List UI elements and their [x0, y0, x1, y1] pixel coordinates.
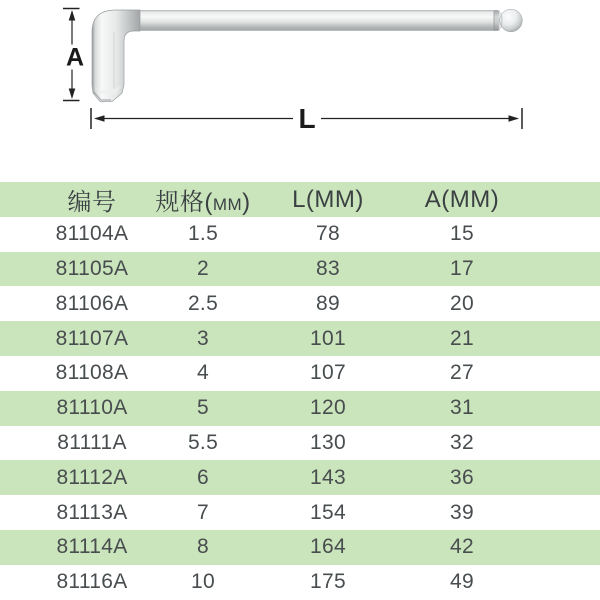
- spec-table: [0, 182, 600, 600]
- header-l-mm: [259, 186, 397, 214]
- cell-spec: 1.5: [187, 222, 219, 246]
- header-text: 编号: [67, 189, 117, 216]
- cell-a: 32: [450, 430, 474, 454]
- cell-l: 175: [310, 570, 346, 594]
- table-row: [0, 252, 600, 287]
- header-text: 规格(: [155, 189, 213, 216]
- cell-spec: 7: [197, 500, 209, 524]
- dimension-l: [91, 103, 522, 134]
- header-a-mm: [397, 186, 527, 214]
- header-spec: [147, 182, 259, 217]
- cell-a: 42: [450, 535, 474, 559]
- table-row: [0, 356, 600, 391]
- header-text: L(MM): [292, 185, 364, 213]
- cell-a: 39: [450, 500, 474, 524]
- table-header-row: [0, 182, 600, 217]
- ball-end: [494, 9, 522, 32]
- cell-spec: 2: [197, 256, 209, 280]
- cell-code: 81111A: [57, 430, 127, 454]
- dimension-l-label: L: [298, 103, 316, 134]
- table-row: [0, 426, 600, 461]
- hex-key-drawing-icon: [0, 0, 600, 170]
- spec-table-body: [0, 217, 600, 600]
- table-row: [0, 495, 600, 530]
- hex-key-diagram: [0, 0, 600, 170]
- cell-spec: 4: [197, 361, 209, 385]
- cell-l: 89: [316, 291, 340, 315]
- table-row: [0, 565, 600, 600]
- table-row: [0, 460, 600, 495]
- cell-a: 20: [450, 291, 474, 315]
- cell-spec: 2.5: [187, 291, 219, 315]
- table-row: [0, 217, 600, 252]
- cell-a: 31: [450, 396, 474, 420]
- cell-l: 154: [310, 500, 346, 524]
- dimension-a: [63, 9, 84, 101]
- cell-code: 81108A: [55, 361, 129, 385]
- cell-a: 17: [450, 256, 474, 280]
- header-text: ): [242, 189, 251, 216]
- header-text: A(MM): [424, 185, 500, 213]
- cell-spec: 3: [197, 326, 209, 350]
- cell-l: 83: [316, 256, 340, 280]
- cell-l: 78: [316, 222, 340, 246]
- cell-l: 101: [310, 326, 346, 350]
- cell-code: 81105A: [55, 256, 129, 280]
- hex-key-long-arm: [134, 10, 498, 31]
- cell-a: 36: [450, 465, 474, 489]
- cell-spec: 6: [197, 465, 209, 489]
- cell-code: 81106A: [55, 291, 129, 315]
- table-row: [0, 286, 600, 321]
- dimension-a-label: A: [65, 43, 85, 72]
- table-row: [0, 530, 600, 565]
- table-row: [0, 391, 600, 426]
- cell-spec: 5.5: [187, 430, 219, 454]
- cell-code: 81107A: [55, 326, 129, 350]
- cell-l: 164: [310, 535, 346, 559]
- cell-spec: 8: [197, 535, 209, 559]
- cell-l: 107: [310, 361, 346, 385]
- hex-key-short-arm: [92, 10, 140, 102]
- header-unit: MM: [212, 195, 243, 214]
- cell-spec: 5: [197, 396, 209, 420]
- cell-l: 120: [310, 396, 346, 420]
- cell-a: 15: [450, 222, 474, 246]
- cell-code: 81112A: [56, 465, 128, 489]
- cell-code: 81104A: [55, 222, 129, 246]
- cell-code: 81113A: [56, 500, 128, 524]
- cell-code: 81116A: [56, 570, 128, 594]
- cell-code: 81110A: [56, 396, 128, 420]
- cell-code: 81114A: [56, 535, 128, 559]
- cell-l: 143: [310, 465, 346, 489]
- header-part-number: [37, 182, 147, 217]
- cell-spec: 10: [191, 570, 215, 594]
- cell-a: 49: [450, 570, 474, 594]
- cell-a: 27: [450, 361, 474, 385]
- table-row: [0, 321, 600, 356]
- cell-a: 21: [450, 326, 474, 350]
- cell-l: 130: [310, 430, 346, 454]
